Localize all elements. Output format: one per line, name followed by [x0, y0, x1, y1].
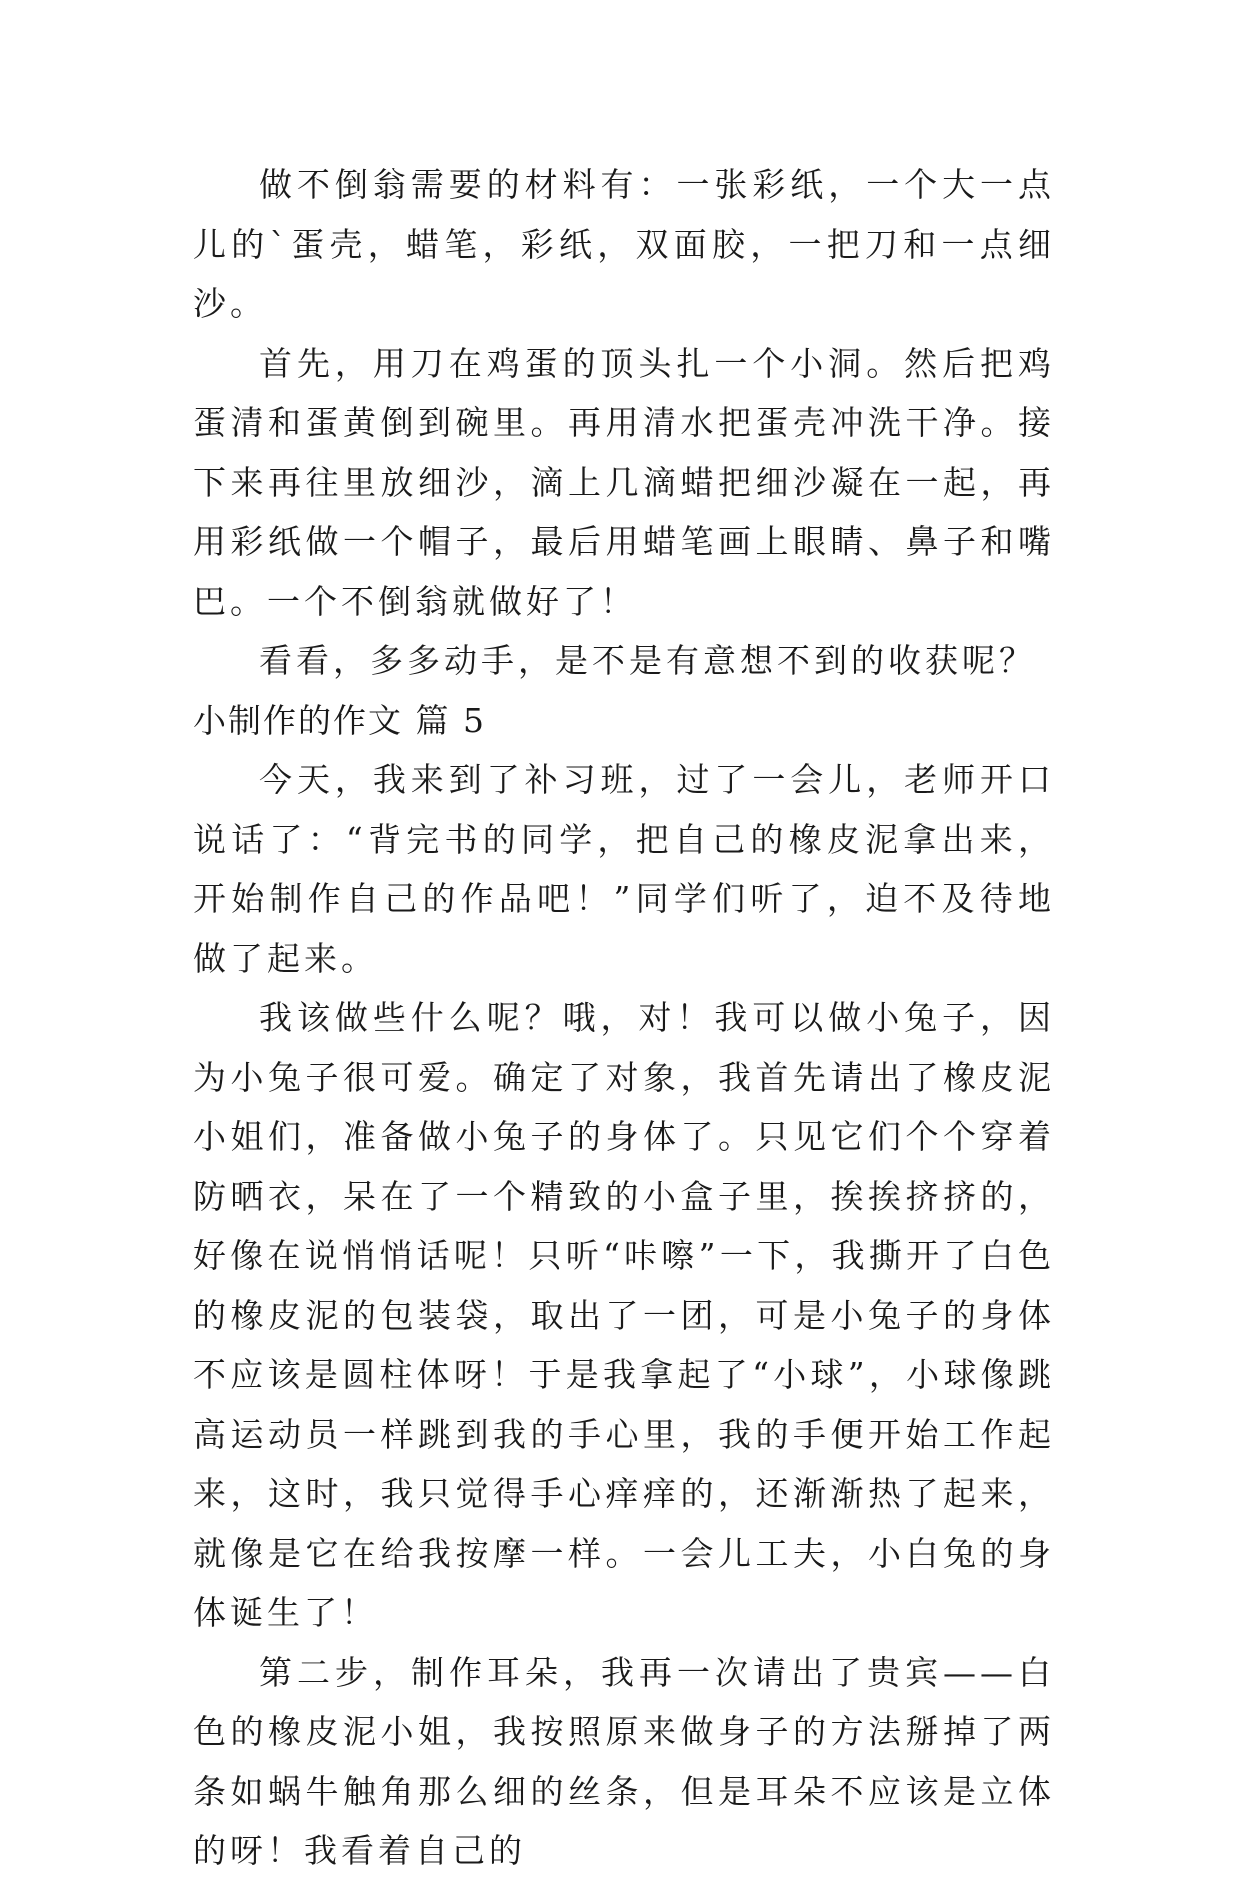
paragraph-body: 我该做些什么呢？哦，对！我可以做小兔子，因为小兔子很可爱。确定了对象，我首先请出了橡皮泥小姐们，准备做小兔子的身体了。只见它们个个穿着防晒衣，呆在了一个精致的小盒子里，挨挨挤挤的，好像在说悄悄话呢！只听“咔嚓”一下，我撕开了白色的橡皮泥的包装袋，取出了一团，可是小兔子的身体不应该是圆柱体呀！于是我拿起了“小球”，小球像跳高运动员一样跳到我的手心里，我的手便开始工作起来，这时，我只觉得手心痒痒的，还渐渐热了起来，就像是它在给我按摩一样。一会儿工夫，小白兔的身体诞生了！ — [193, 998, 1055, 1632]
paragraph-steps: 首先，用刀在鸡蛋的顶头扎一个小洞。然后把鸡蛋清和蛋黄倒到碗里。再用清水把蛋壳冲洗干净。接下来再往里放细沙，滴上几滴蜡把细沙凝在一起，再用彩纸做一个帽子，最后用蜡笔画上眼睛、鼻子和嘴巴。一个不倒翁就做好了！ — [193, 343, 1055, 621]
section-heading: 小制作的作文 篇 5 — [193, 700, 486, 740]
document-body — [193, 155, 1055, 1881]
paragraph-ears: 第二步，制作耳朵，我再一次请出了贵宾——白色的橡皮泥小姐，我按照原来做身子的方法掰掉了两条如蜗牛触角那么细的丝条，但是耳朵不应该是立体的呀！我看着自己的 — [193, 1652, 1055, 1870]
paragraph-materials: 做不倒翁需要的材料有：一张彩纸，一个大一点儿的`蛋壳，蜡笔，彩纸，双面胶，一把刀和一点细沙。 — [193, 165, 1055, 323]
paragraph-intro: 今天，我来到了补习班，过了一会儿，老师开口说话了：“背完书的同学，把自己的橡皮泥拿出来，开始制作自己的作品吧！”同学们听了，迫不及待地做了起来。 — [193, 760, 1055, 978]
paragraph-conclusion: 看看，多多动手，是不是有意想不到的收获呢？ — [259, 641, 1036, 680]
